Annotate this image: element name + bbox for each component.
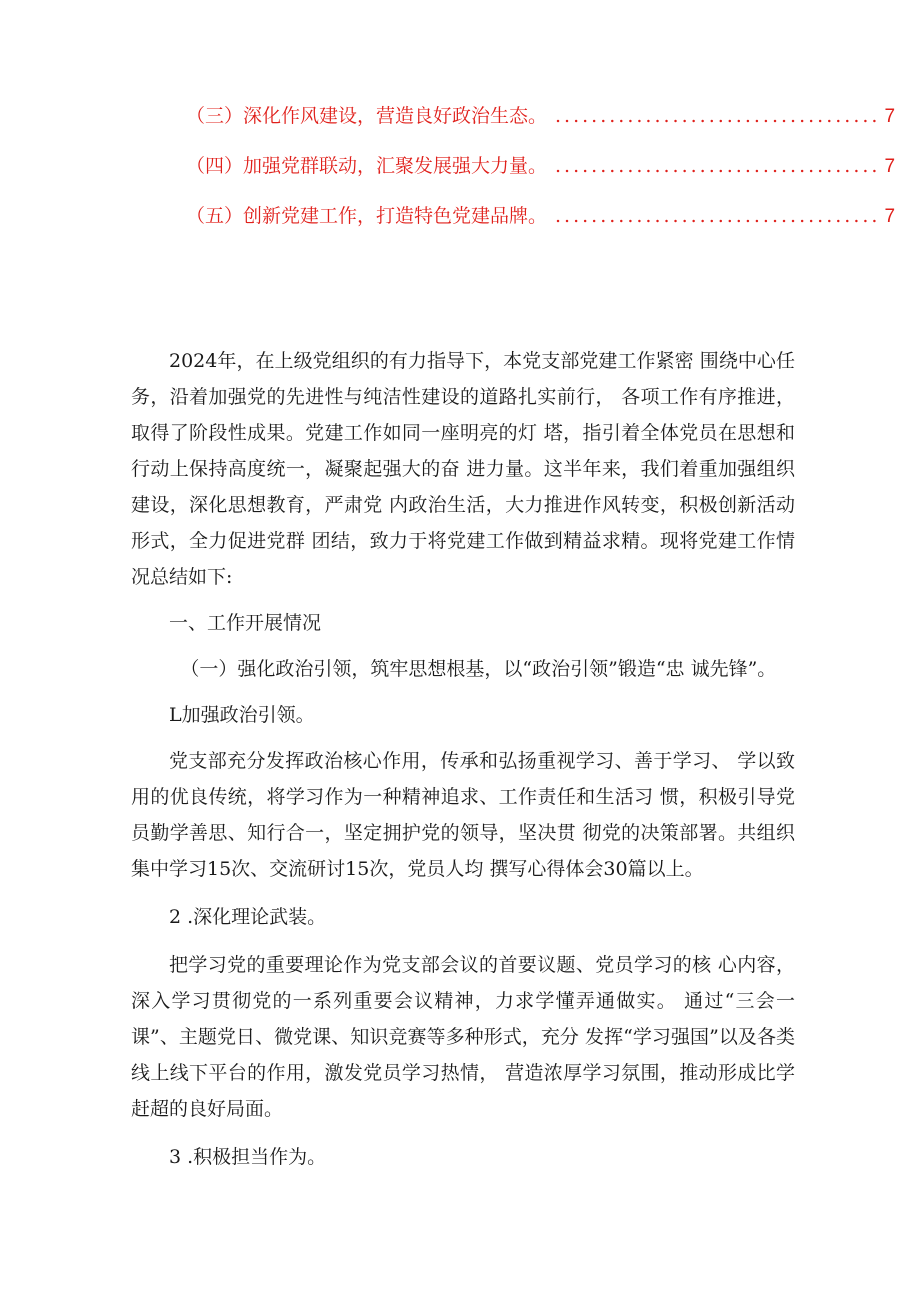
toc-page-number: 7 <box>884 106 896 127</box>
toc-entry-title: （四）加强党群联动，汇聚发展强大力量。 <box>186 155 548 177</box>
toc-entry-title: （三）深化作风建设，营造良好政治生态。 <box>186 105 548 127</box>
section-heading: 一、工作开展情况 <box>169 612 322 634</box>
item-heading: 3 .积极担当作为。 <box>169 1146 327 1168</box>
toc-leader-dots: .................................... <box>555 105 881 127</box>
subsection-heading: （一）强化政治引领，筑牢思想根基，以“政治引领”锻造“忠 诚先锋”。 <box>180 658 777 680</box>
document-body <box>131 343 795 1175</box>
item-heading: L加强政治引领。 <box>169 704 315 726</box>
item-heading: 2 .深化理论武装。 <box>169 906 327 928</box>
item-paragraph: 党支部充分发挥政治核心作用，传承和弘扬重视学习、善于学习、 学以致用的优良传统，将学习作为一种精神追求、工作责任和生活习 惯，积极引导党员勤学善思、知行合一，坚定拥护党的领导，坚决贯 彻党的决策部署。共组织集中学习15次、交流研讨15次，党员人均 撰写心得体会30篇以上。 <box>131 750 795 880</box>
toc-page-number: 7 <box>884 206 896 227</box>
toc-entry[interactable] <box>186 150 896 200</box>
toc-leader-dots: .................................... <box>555 155 881 177</box>
item-paragraph: 把学习党的重要理论作为党支部会议的首要议题、党员学习的核 心内容，深入学习贯彻党的一系列重要会议精神，力求学懂弄通做实。 通过“三会一课”、主题党日、微党课、知识竞赛等多种形式，充分 发挥“学习强国”以及各类线上线下平台的作用，激发党员学习热情， 营造浓厚学习氛围，推动形成比学赶超的良好局面。 <box>131 954 795 1120</box>
toc-leader-dots: .................................... <box>555 205 881 227</box>
table-of-contents <box>186 100 896 250</box>
toc-entry[interactable] <box>186 100 896 150</box>
toc-entry-title: （五）创新党建工作，打造特色党建品牌。 <box>186 205 548 227</box>
intro-paragraph: 2024年，在上级党组织的有力指导下，本党支部党建工作紧密 围绕中心任务，沿着加强党的先进性与纯洁性建设的道路扎实前行， 各项工作有序推进，取得了阶段性成果。党建工作如同一座明亮的灯 塔，指引着全体党员在思想和行动上保持高度统一，凝聚起强大的奋 进力量。这半年来，我们着重加强组织建设，深化思想教育，严肃党 内政治生活，大力推进作风转变，积极创新活动形式，全力促进党群 团结，致力于将党建工作做到精益求精。现将党建工作情况总结如下: <box>131 350 795 588</box>
toc-page-number: 7 <box>884 156 896 177</box>
toc-entry[interactable] <box>186 200 896 250</box>
